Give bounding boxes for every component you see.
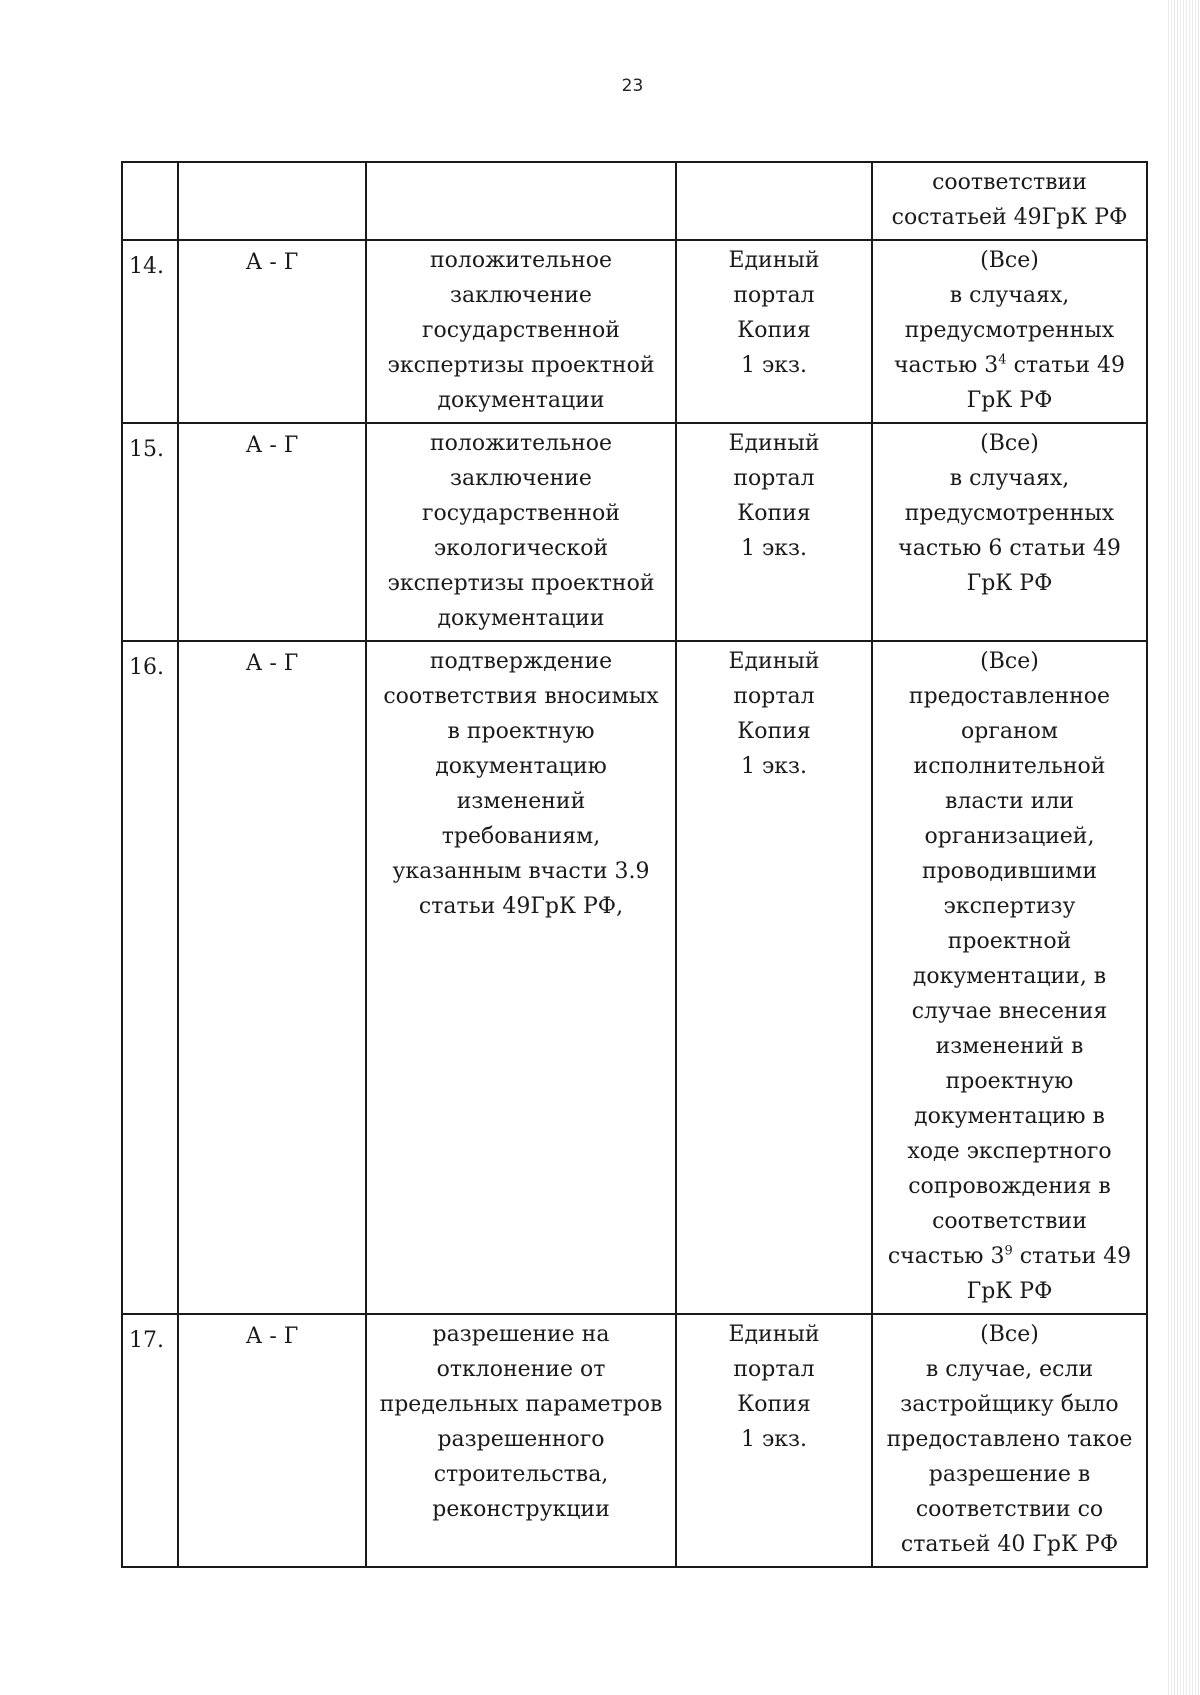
page-number: 23	[621, 76, 644, 96]
cell-document	[366, 162, 676, 240]
note-text: (Все) в случае, если застройщику было предоставлено такое разрешение в соответствии со статьей 40 ГрК РФ	[886, 1322, 1133, 1557]
cell-form: Единый портал Копия 1 экз.	[676, 1314, 872, 1567]
cell-note	[872, 423, 1147, 641]
cell-category: А - Г	[178, 423, 366, 641]
note-text: (Все) предоставленное органом исполнительной власти или организацией, проводившими экспертизу проектной документации, в случае внесения изменений в проектную документацию в ходе экспертного сопровождения в соответствии счастью 3	[887, 649, 1112, 1269]
cell-document: разрешение на отклонение от предельных параметров разрешенного строительства, реконструкции	[366, 1314, 676, 1567]
note-text: (Все) в случаях, предусмотренных частью 6 статьи 49 ГрК РФ	[898, 431, 1121, 596]
cell-note	[872, 641, 1147, 1314]
cell-form	[676, 162, 872, 240]
cell-form: Единый портал Копия 1 экз.	[676, 423, 872, 641]
cell-num	[122, 162, 178, 240]
cell-note	[872, 1314, 1147, 1567]
scan-edge-shadow	[1168, 0, 1200, 1695]
cell-document: положительное заключение государственной экспертизы проектной документации	[366, 240, 676, 423]
note-text: (Все) в случаях, предусмотренных частью 3	[894, 248, 1115, 378]
cell-note	[872, 240, 1147, 423]
cell-form: Единый портал Копия 1 экз.	[676, 641, 872, 1314]
cell-form: Единый портал Копия 1 экз.	[676, 240, 872, 423]
cell-num: 16.	[122, 641, 178, 1314]
cell-document: положительное заключение государственной экологической экспертизы проектной документации	[366, 423, 676, 641]
note-text-tail: статьи 49 ГрК РФ	[966, 353, 1125, 413]
cell-num: 14.	[122, 240, 178, 423]
cell-document: подтверждение соответствия вносимых в проектную документацию изменений требованиям, указанным вчасти 3.9 статьи 49ГрК РФ,	[366, 641, 676, 1314]
cell-category: А - Г	[178, 1314, 366, 1567]
table-row	[122, 423, 1147, 641]
note-superscript: 4	[998, 352, 1007, 368]
note-text-tail: статьи 49 ГрК РФ	[966, 1244, 1132, 1304]
table-row	[122, 240, 1147, 423]
note-superscript: 9	[1004, 1243, 1013, 1259]
cell-num: 15.	[122, 423, 178, 641]
table-row	[122, 641, 1147, 1314]
table-row-continuation	[122, 162, 1147, 240]
table-row	[122, 1314, 1147, 1567]
cell-category: А - Г	[178, 641, 366, 1314]
cell-category	[178, 162, 366, 240]
cell-note: соответствии состатьей 49ГрК РФ	[872, 162, 1147, 240]
documents-table	[121, 161, 1148, 1568]
cell-num: 17.	[122, 1314, 178, 1567]
cell-category: А - Г	[178, 240, 366, 423]
